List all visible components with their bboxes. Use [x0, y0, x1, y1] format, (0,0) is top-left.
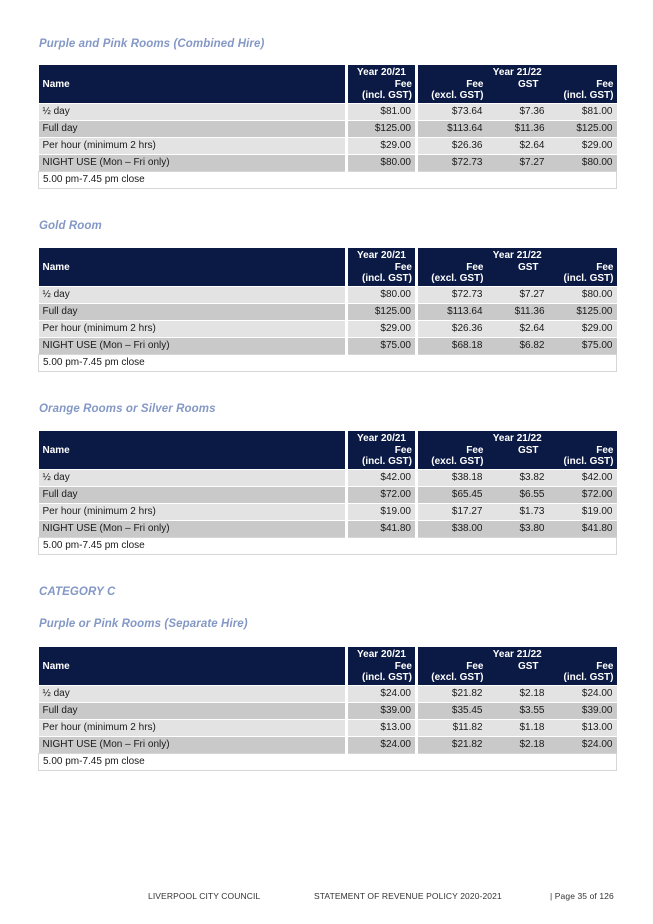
column-header-year-curr: Year 21/22 — [417, 647, 617, 661]
fee-incl-gst-cell: $72.00 — [549, 487, 617, 504]
fee-2021-cell: $80.00 — [347, 155, 417, 172]
fee-incl-gst-cell: $19.00 — [549, 504, 617, 521]
table-row — [39, 104, 617, 121]
column-header-fee-2021 — [347, 661, 417, 686]
fee-label: Fee — [466, 445, 484, 456]
table-row — [39, 720, 617, 737]
column-header-gst: GST — [487, 262, 549, 287]
column-header-fee-excl — [417, 445, 487, 470]
column-header-name: Name — [39, 647, 347, 686]
fee-excl-gst-cell: $68.18 — [417, 338, 487, 355]
fee-excl-gst-cell: $72.73 — [417, 155, 487, 172]
column-header-fee-incl — [549, 262, 617, 287]
fee-excl-gst-cell: $113.64 — [417, 121, 487, 138]
table-row — [39, 138, 617, 155]
fee-excl-gst-cell: $73.64 — [417, 104, 487, 121]
fee-label: Fee — [596, 661, 614, 672]
fee-incl-gst-cell: $42.00 — [549, 470, 617, 487]
column-header-fee-incl — [549, 79, 617, 104]
footer-council: LIVERPOOL CITY COUNCIL — [148, 891, 261, 901]
fee-2021-cell: $125.00 — [347, 304, 417, 321]
fee-excl-gst-cell: $113.64 — [417, 304, 487, 321]
section-title: Purple and Pink Rooms (Combined Hire) — [39, 38, 265, 50]
gst-qualifier: (excl. GST) — [431, 90, 484, 101]
fee-incl-gst-cell: $75.00 — [549, 338, 617, 355]
fee-2021-cell: $19.00 — [347, 504, 417, 521]
gst-qualifier: (incl. GST) — [563, 672, 614, 683]
fee-excl-gst-cell: $17.27 — [417, 504, 487, 521]
gst-qualifier: (incl. GST) — [362, 273, 412, 284]
fee-label: Fee — [466, 79, 484, 90]
row-name: ½ day — [39, 104, 347, 121]
fee-excl-gst-cell: $35.45 — [417, 703, 487, 720]
fee-label: Fee — [394, 262, 412, 273]
gst-qualifier: (incl. GST) — [563, 90, 614, 101]
table-row — [39, 470, 617, 487]
table-row — [39, 155, 617, 172]
fee-2021-cell: $42.00 — [347, 470, 417, 487]
fee-excl-gst-cell: $11.82 — [417, 720, 487, 737]
gst-cell: $2.18 — [487, 686, 549, 703]
row-name: ½ day — [39, 686, 347, 703]
gst-cell: $3.55 — [487, 703, 549, 720]
table-header-row — [39, 65, 617, 79]
table-row — [39, 521, 617, 538]
table-row — [39, 121, 617, 138]
fee-label: Fee — [394, 445, 412, 456]
category-heading: CATEGORY C — [39, 586, 116, 598]
row-name: Per hour (minimum 2 hrs) — [39, 321, 347, 338]
fee-2021-cell: $24.00 — [347, 737, 417, 754]
gst-qualifier: (incl. GST) — [362, 456, 412, 467]
fee-table — [38, 65, 617, 189]
table-row — [39, 304, 617, 321]
fee-2021-cell: $29.00 — [347, 138, 417, 155]
column-header-fee-excl — [417, 661, 487, 686]
table-header-row — [39, 248, 617, 262]
row-name: Per hour (minimum 2 hrs) — [39, 720, 347, 737]
fee-2021-cell: $80.00 — [347, 287, 417, 304]
fee-excl-gst-cell: $38.18 — [417, 470, 487, 487]
row-name: ½ day — [39, 287, 347, 304]
column-header-fee-excl — [417, 262, 487, 287]
row-name: NIGHT USE (Mon – Fri only) — [39, 338, 347, 355]
fee-incl-gst-cell: $24.00 — [549, 686, 617, 703]
row-name: NIGHT USE (Mon – Fri only) — [39, 737, 347, 754]
fee-table — [38, 431, 617, 555]
gst-cell: $2.64 — [487, 321, 549, 338]
gst-cell: $11.36 — [487, 121, 549, 138]
fee-2021-cell: $41.80 — [347, 521, 417, 538]
table-row — [39, 703, 617, 720]
row-name: NIGHT USE (Mon – Fri only) — [39, 521, 347, 538]
row-name: Per hour (minimum 2 hrs) — [39, 138, 347, 155]
note-cell: 5.00 pm-7.45 pm close — [39, 172, 617, 189]
fee-incl-gst-cell: $13.00 — [549, 720, 617, 737]
table-row — [39, 686, 617, 703]
section-title: Purple or Pink Rooms (Separate Hire) — [39, 618, 248, 630]
column-header-fee-incl — [549, 445, 617, 470]
row-name: Full day — [39, 304, 347, 321]
fee-2021-cell: $24.00 — [347, 686, 417, 703]
column-header-fee-excl — [417, 79, 487, 104]
fee-2021-cell: $72.00 — [347, 487, 417, 504]
row-name: ½ day — [39, 470, 347, 487]
fee-incl-gst-cell: $80.00 — [549, 287, 617, 304]
note-cell: 5.00 pm-7.45 pm close — [39, 754, 617, 771]
gst-cell: $2.64 — [487, 138, 549, 155]
fee-incl-gst-cell: $24.00 — [549, 737, 617, 754]
column-header-name: Name — [39, 65, 347, 104]
fee-table — [38, 647, 617, 771]
gst-cell: $7.36 — [487, 104, 549, 121]
fee-2021-cell: $75.00 — [347, 338, 417, 355]
fee-excl-gst-cell: $26.36 — [417, 138, 487, 155]
gst-cell: $3.82 — [487, 470, 549, 487]
fee-table — [38, 248, 617, 372]
fee-2021-cell: $39.00 — [347, 703, 417, 720]
gst-cell: $3.80 — [487, 521, 549, 538]
table-row — [39, 287, 617, 304]
fee-excl-gst-cell: $21.82 — [417, 737, 487, 754]
fee-label: Fee — [394, 661, 412, 672]
footer-page: | Page 35 of 126 — [550, 891, 614, 901]
gst-qualifier: (incl. GST) — [362, 90, 412, 101]
fee-incl-gst-cell: $80.00 — [549, 155, 617, 172]
column-header-year-prev: Year 20/21 — [347, 647, 417, 661]
table-row — [39, 737, 617, 754]
gst-qualifier: (incl. GST) — [563, 273, 614, 284]
fee-2021-cell: $29.00 — [347, 321, 417, 338]
column-header-gst: GST — [487, 445, 549, 470]
row-name: Per hour (minimum 2 hrs) — [39, 504, 347, 521]
column-header-gst: GST — [487, 661, 549, 686]
fee-excl-gst-cell: $21.82 — [417, 686, 487, 703]
table-row — [39, 321, 617, 338]
gst-qualifier: (excl. GST) — [431, 672, 484, 683]
gst-qualifier: (incl. GST) — [362, 672, 412, 683]
fee-label: Fee — [596, 262, 614, 273]
fee-excl-gst-cell: $38.00 — [417, 521, 487, 538]
fee-excl-gst-cell: $26.36 — [417, 321, 487, 338]
fee-label: Fee — [394, 79, 412, 90]
column-header-year-curr: Year 21/22 — [417, 248, 617, 262]
gst-qualifier: (excl. GST) — [431, 273, 484, 284]
table-row — [39, 338, 617, 355]
column-header-year-curr: Year 21/22 — [417, 65, 617, 79]
fee-excl-gst-cell: $65.45 — [417, 487, 487, 504]
fee-label: Fee — [596, 445, 614, 456]
note-row — [39, 538, 617, 555]
row-name: NIGHT USE (Mon – Fri only) — [39, 155, 347, 172]
gst-qualifier: (excl. GST) — [431, 456, 484, 467]
table-row — [39, 487, 617, 504]
column-header-fee-2021 — [347, 445, 417, 470]
column-header-year-prev: Year 20/21 — [347, 65, 417, 79]
gst-cell: $1.73 — [487, 504, 549, 521]
fee-label: Fee — [596, 79, 614, 90]
fee-incl-gst-cell: $41.80 — [549, 521, 617, 538]
note-row — [39, 355, 617, 372]
fee-incl-gst-cell: $39.00 — [549, 703, 617, 720]
gst-cell: $6.55 — [487, 487, 549, 504]
gst-cell: $6.82 — [487, 338, 549, 355]
gst-cell: $1.18 — [487, 720, 549, 737]
column-header-year-curr: Year 21/22 — [417, 431, 617, 445]
fee-2021-cell: $125.00 — [347, 121, 417, 138]
section-title: Orange Rooms or Silver Rooms — [39, 403, 216, 415]
gst-cell: $7.27 — [487, 155, 549, 172]
table-row — [39, 504, 617, 521]
fee-2021-cell: $13.00 — [347, 720, 417, 737]
fee-incl-gst-cell: $29.00 — [549, 138, 617, 155]
note-cell: 5.00 pm-7.45 pm close — [39, 538, 617, 555]
gst-cell: $2.18 — [487, 737, 549, 754]
fee-incl-gst-cell: $125.00 — [549, 304, 617, 321]
note-row — [39, 172, 617, 189]
row-name: Full day — [39, 703, 347, 720]
gst-cell: $7.27 — [487, 287, 549, 304]
row-name: Full day — [39, 121, 347, 138]
column-header-name: Name — [39, 431, 347, 470]
table-header-row — [39, 647, 617, 661]
column-header-fee-incl — [549, 661, 617, 686]
fee-incl-gst-cell: $125.00 — [549, 121, 617, 138]
row-name: Full day — [39, 487, 347, 504]
column-header-fee-2021 — [347, 79, 417, 104]
note-row — [39, 754, 617, 771]
table-header-row — [39, 431, 617, 445]
fee-excl-gst-cell: $72.73 — [417, 287, 487, 304]
fee-incl-gst-cell: $81.00 — [549, 104, 617, 121]
gst-qualifier: (incl. GST) — [563, 456, 614, 467]
section-title: Gold Room — [39, 220, 102, 232]
column-header-year-prev: Year 20/21 — [347, 248, 417, 262]
fee-2021-cell: $81.00 — [347, 104, 417, 121]
fee-incl-gst-cell: $29.00 — [549, 321, 617, 338]
column-header-gst: GST — [487, 79, 549, 104]
fee-label: Fee — [466, 262, 484, 273]
column-header-name: Name — [39, 248, 347, 287]
column-header-year-prev: Year 20/21 — [347, 431, 417, 445]
column-header-fee-2021 — [347, 262, 417, 287]
fee-label: Fee — [466, 661, 484, 672]
gst-cell: $11.36 — [487, 304, 549, 321]
note-cell: 5.00 pm-7.45 pm close — [39, 355, 617, 372]
footer-document: STATEMENT OF REVENUE POLICY 2020-2021 — [314, 891, 502, 901]
